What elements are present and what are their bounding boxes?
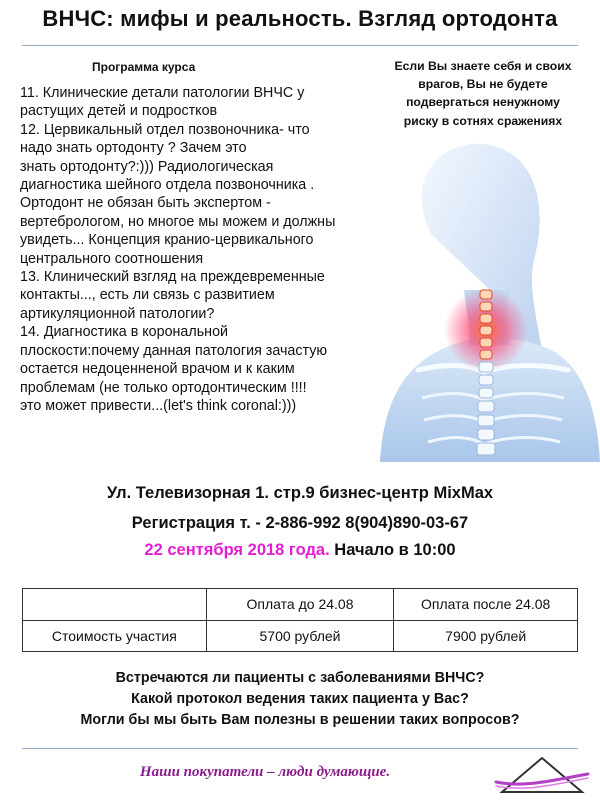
table-row [23, 620, 578, 652]
program-line: 11. Клинические детали патологии ВНЧС у [20, 85, 305, 101]
program-line: диагностика шейного отдела позвоночника . [20, 177, 315, 194]
program-line: центрального соотношения [20, 250, 204, 267]
registration-phone: Регистрация т. - 2-886-992 8(904)890-03-67 [131, 514, 469, 532]
address: Ул. Телевизорная 1. стр.9 бизнес-центр MixMax [106, 484, 494, 502]
program-line: 12. Цервикальный отдел позвоночника- что [20, 121, 310, 138]
table-row [23, 589, 578, 621]
program-text [20, 84, 392, 415]
table-cell: Стоимость участия [23, 620, 207, 652]
program-line: это может привести...(let's think coronal:))) [20, 397, 297, 414]
program-line: знать ортодонту?:))) Радиологическая [20, 158, 274, 175]
quote-line: подвергаться ненужному [406, 95, 560, 110]
table-cell: Оплата после 24.08 [394, 589, 578, 621]
quote-line: Если Вы знаете себя и своих [394, 59, 572, 73]
questions [0, 668, 600, 731]
footer-slogan: Наши покупатели – люди думающие. [139, 764, 391, 780]
program-line: Ортодонт не обязан быть экспертом - [20, 195, 271, 212]
program-line: надо знать ортодонту ? Зачем это [20, 140, 247, 157]
program-line: контакты..., есть ли связь с развитием [20, 287, 275, 304]
event-date-line [0, 541, 600, 560]
quote [378, 57, 588, 130]
program-line: остается недоценненой врачом и к каким [20, 361, 295, 378]
table-cell: 7900 рублей [394, 620, 578, 652]
triangle-swoosh-logo-icon [494, 752, 590, 796]
quote-line: риску в сотнях сражениях [403, 113, 563, 128]
price-table [22, 588, 578, 652]
question-line: Какой протокол ведения таких пациента у Вас? [131, 691, 469, 707]
table-cell: 5700 рублей [206, 620, 394, 652]
page-title: ВНЧС: мифы и реальность. Взгляд ортодонта [42, 6, 558, 31]
event-date: 22 сентября 2018 года. [144, 541, 330, 559]
title-divider [22, 45, 578, 46]
program-line: проблемам (не только ортодонтическим !!!! [20, 379, 307, 396]
quote-line: врагов, Вы не будете [418, 77, 548, 92]
program-line: растущих детей и подростков [20, 103, 218, 120]
program-line: артикуляционной патологии? [20, 305, 215, 322]
footer-divider [22, 748, 578, 749]
start-time: Начало в 10:00 [329, 541, 456, 559]
program-line: увидеть... Концепция кранио-цервикального [20, 232, 314, 249]
program-line: 13. Клинический взгляд на преждевременные [20, 269, 325, 286]
table-cell [23, 589, 207, 621]
program-line: вертебрологом, но многое мы можем и должны [20, 213, 336, 230]
table-cell: Оплата до 24.08 [206, 589, 394, 621]
question-line: Встречаются ли пациенты с заболеваниями ВНЧС? [115, 670, 485, 686]
x-ray-spine-figure-icon [372, 140, 600, 462]
program-label: Программа курса [92, 60, 196, 74]
program-line: 14. Диагностика в корональной [20, 324, 229, 341]
question-line: Могли бы мы быть Вам полезны в решении таких вопросов? [80, 712, 520, 728]
program-line: плоскости:почему данная патология зачастую [20, 342, 328, 359]
